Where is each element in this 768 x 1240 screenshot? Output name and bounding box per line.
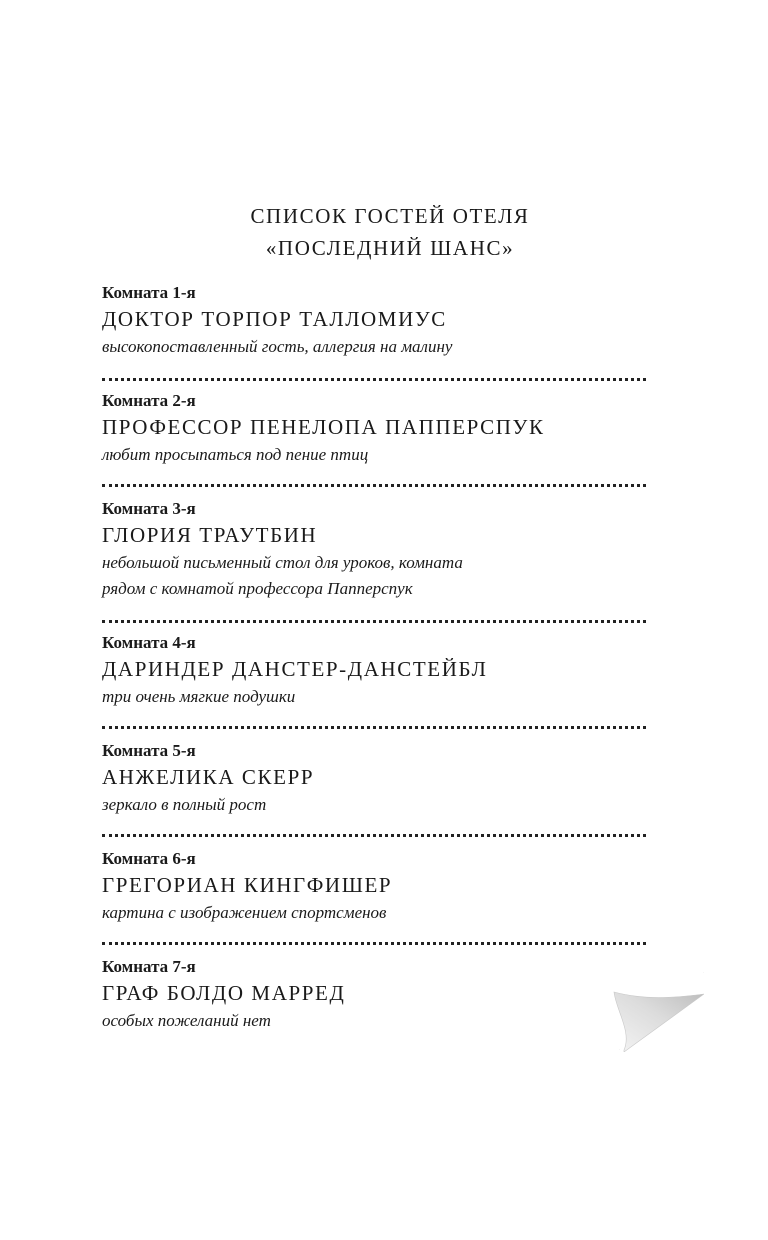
room-entry-5 (102, 740, 662, 818)
guest-note: небольшой письменный стол для уроков, комната (102, 553, 463, 572)
guest-name: АНЖЕЛИКА СКЕРР (102, 765, 315, 789)
guest-note: три очень мягкие подушки (102, 687, 296, 706)
room-number: Комната 6-я (102, 849, 196, 868)
guest-name: ГРЕГОРИАН КИНГФИШЕР (102, 873, 393, 897)
room-number: Комната 3-я (102, 499, 196, 518)
guest-name: ПРОФЕССОР ПЕНЕЛОПА ПАППЕРСПУК (102, 415, 545, 439)
guest-name: ГРАФ БОЛДО МАРРЕД (102, 981, 346, 1005)
guest-note: высокопоставленный гость, аллергия на малину (102, 337, 453, 356)
dotted-separator (102, 378, 646, 381)
room-entry-2 (102, 390, 662, 468)
dotted-separator (102, 484, 646, 487)
guest-note: зеркало в полный рост (102, 795, 267, 814)
guest-note-continued: рядом с комнатой профессора Папперспук (102, 579, 413, 598)
guest-note: картина с изображением спортсменов (102, 903, 387, 922)
room-entry-3 (102, 498, 662, 602)
title-line-2: «ПОСЛЕДНИЙ ШАНС» (265, 236, 515, 260)
room-number: Комната 1-я (102, 283, 196, 302)
dotted-separator (102, 942, 646, 945)
room-number: Комната 5-я (102, 741, 196, 760)
room-entry-7 (102, 956, 662, 1034)
room-entry-4 (102, 632, 662, 710)
room-number: Комната 4-я (102, 633, 196, 652)
list-title (76, 200, 704, 264)
room-number: Комната 2-я (102, 391, 196, 410)
dotted-separator (102, 726, 646, 729)
title-line-1: СПИСОК ГОСТЕЙ ОТЕЛЯ (250, 204, 530, 228)
room-entry-1 (102, 282, 662, 360)
room-entry-6 (102, 848, 662, 926)
room-number: Комната 7-я (102, 957, 196, 976)
guest-name: ДОКТОР ТОРПОР ТАЛЛОМИУС (102, 307, 447, 331)
guest-note: любит просыпаться под пение птиц (102, 445, 369, 464)
guest-name: ДАРИНДЕР ДАНСТЕР-ДАНСТЕЙБЛ (102, 657, 488, 681)
dotted-separator (102, 834, 646, 837)
guest-name: ГЛОРИЯ ТРАУТБИН (102, 523, 318, 547)
guest-note: особых пожеланий нет (102, 1011, 271, 1030)
dotted-separator (102, 620, 646, 623)
